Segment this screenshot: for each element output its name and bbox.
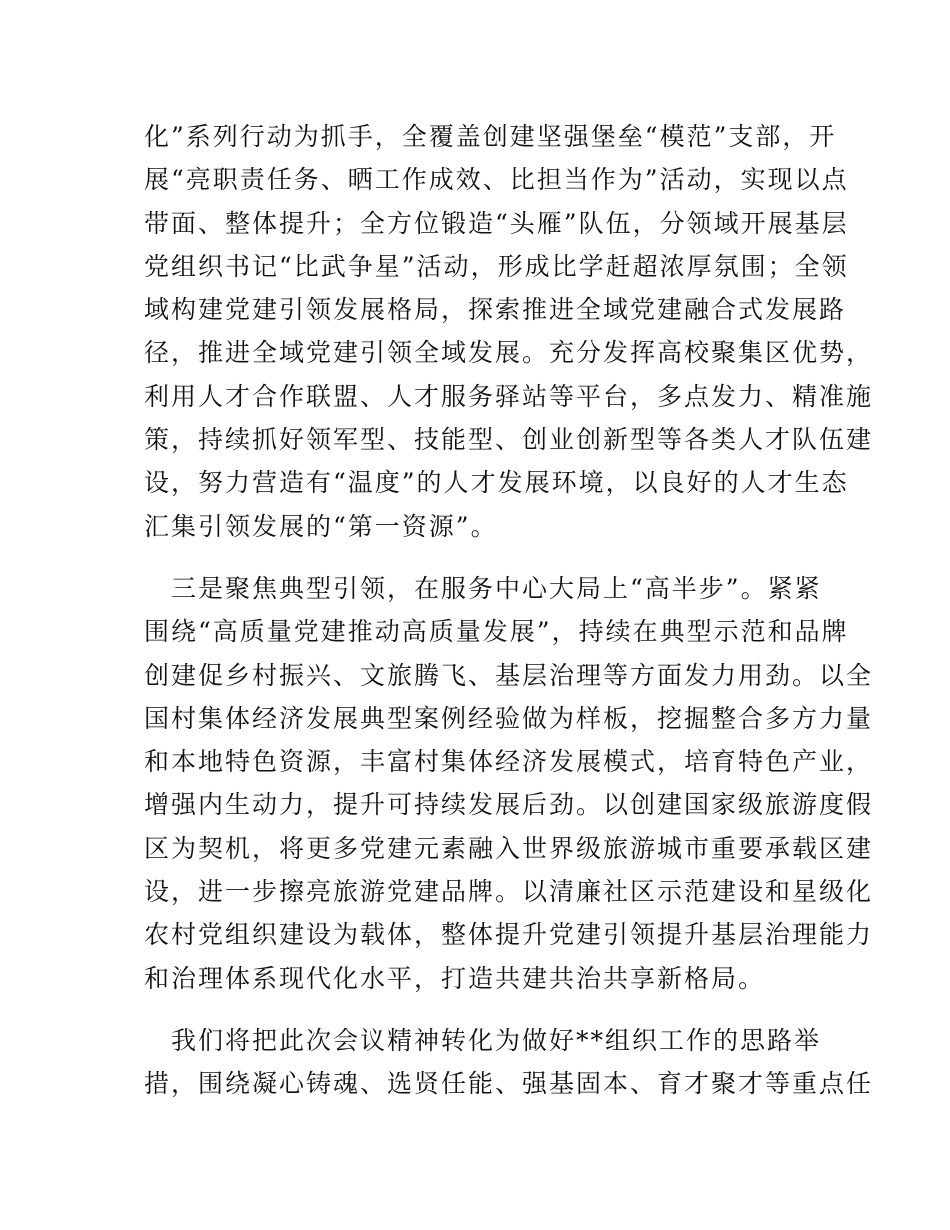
- text-line: 域构建党建引领发展格局，探索推进全域党建融合式发展路: [144, 295, 847, 325]
- paragraph-3: [144, 1019, 874, 1106]
- text-line: 设，进一步擦亮旅游党建品牌。以清廉社区示范建设和星级化: [144, 877, 874, 907]
- text-line: 设，努力营造有“温度”的人才发展环境，以良好的人才生态: [144, 468, 849, 498]
- text-line: 围绕“高质量党建推动高质量发展”，持续在典型示范和品牌: [144, 617, 849, 647]
- text-line: 区为契机，将更多党建元素融入世界级旅游城市重要承载区建: [144, 833, 874, 863]
- text-line: 三是聚焦典型引领，在服务中心大局上“高半步”。紧紧: [144, 574, 822, 603]
- text-line: 增强内生动力，提升可持续发展后劲。以创建国家级旅游度假: [144, 790, 874, 820]
- text-line: 和本地特色资源，丰富村集体经济发展模式，培育特色产业，: [144, 747, 874, 777]
- text-line: 和治理体系现代化水平，打造共建共治共享新格局。: [144, 963, 766, 993]
- text-line: 措，围绕凝心铸魂、选贤任能、强基固本、育才聚才等重点任: [144, 1069, 874, 1099]
- text-line: 径，推进全域党建引领全域发展。充分发挥高校聚集区优势，: [144, 338, 874, 368]
- text-line: 展“亮职责任务、晒工作成效、比担当作为”活动，实现以点: [144, 165, 849, 195]
- text-line: 带面、整体提升；全方位锻造“头雁”队伍，分领域开展基层: [144, 208, 849, 238]
- text-line: 策，持续抓好领军型、技能型、创业创新型等各类人才队伍建: [144, 425, 874, 455]
- text-line: 我们将把此次会议精神转化为做好**组织工作的思路举: [144, 1026, 822, 1055]
- text-line: 利用人才合作联盟、人才服务驿站等平台，多点发力、精准施: [144, 381, 874, 411]
- paragraph-2: [144, 567, 874, 1000]
- text-line: 国村集体经济发展典型案例经验做为样板，挖掘整合多方力量: [144, 703, 874, 733]
- text-line: 创建促乡村振兴、文旅腾飞、基层治理等方面发力用劲。以全: [144, 660, 874, 690]
- paragraph-1: [144, 115, 874, 548]
- text-line: 汇集引领发展的“第一资源”。: [144, 511, 498, 541]
- text-line: 化”系列行动为抓手，全覆盖创建坚强堡垒“模范”支部，开: [144, 122, 837, 151]
- text-line: 农村党组织建设为载体，整体提升党建引领提升基层治理能力: [144, 920, 874, 950]
- text-line: 党组织书记“比武争星”活动，形成比学赶超浓厚氛围；全领: [144, 251, 849, 281]
